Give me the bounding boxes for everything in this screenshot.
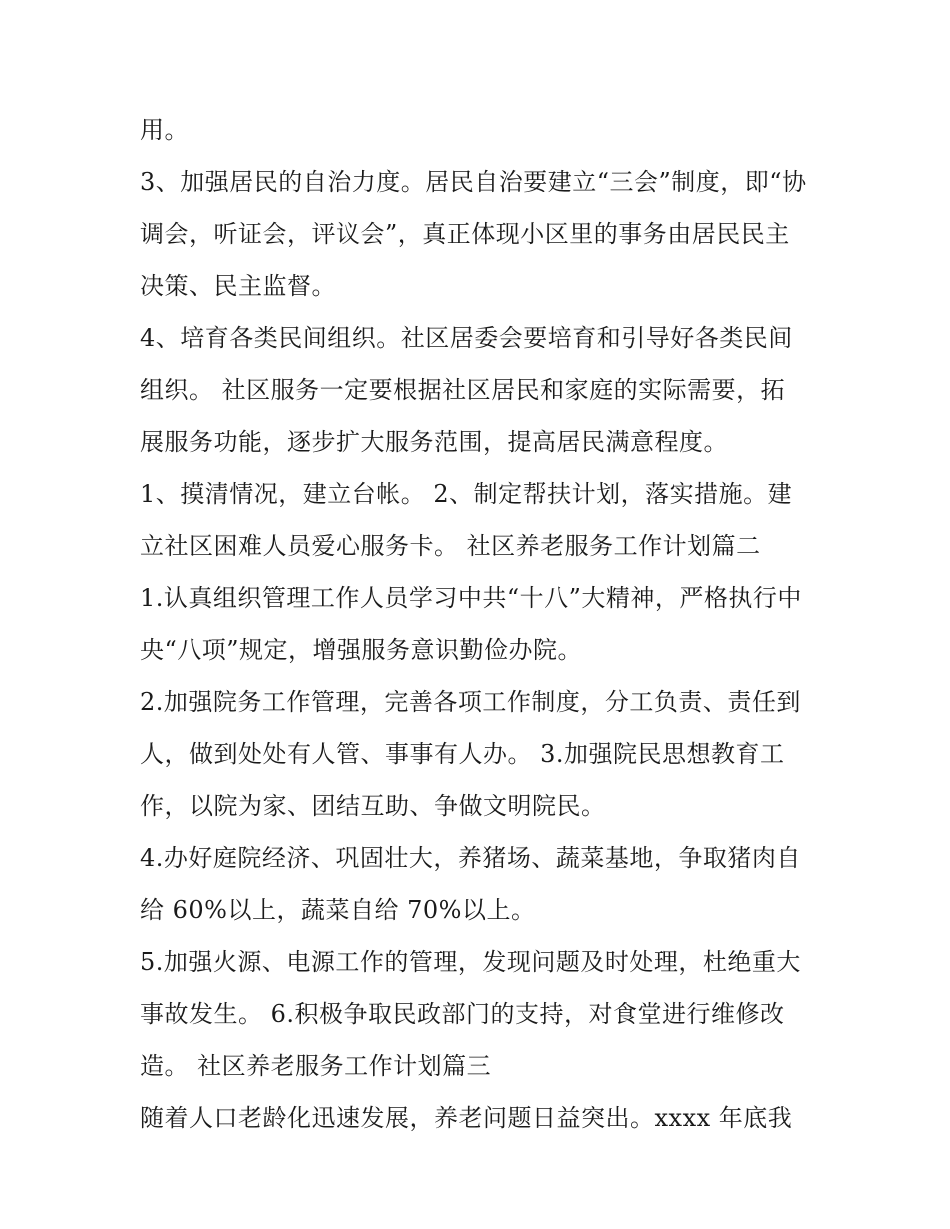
text-line: 4、培育各类民间组织。社区居委会要培育和引导好各类民间 <box>140 324 793 352</box>
text-line: 立社区困难人员爱心服务卡。 社区养老服务工作计划篇二 <box>140 532 761 560</box>
text-line: 给 60%以上，蔬菜自给 70%以上。 <box>140 896 536 924</box>
text-line: 造。 社区养老服务工作计划篇三 <box>140 1052 492 1080</box>
text-line: 央“八项”规定，增强服务意识勤俭办院。 <box>140 636 583 664</box>
text-line: 1、摸清情况，建立台帐。 2、制定帮扶计划，落实措施。建 <box>140 480 793 508</box>
text-line: 事故发生。 6.积极争取民政部门的支持，对食堂进行维修改 <box>140 1000 785 1028</box>
text-line: 随着人口老龄化迅速发展，养老问题日益突出。xxxx 年底我 <box>140 1104 793 1132</box>
text-line: 2.加强院务工作管理，完善各项工作制度，分工负责、责任到 <box>140 688 801 716</box>
text-line: 人，做到处处有人管、事事有人办。 3.加强院民思想教育工 <box>140 740 785 768</box>
text-line: 用。 <box>140 116 189 144</box>
text-line: 展服务功能，逐步扩大服务范围，提高居民满意程度。 <box>140 428 728 456</box>
document-body <box>140 104 820 1144</box>
text-line: 调会，听证会，评议会”，真正体现小区里的事务由居民民主 <box>140 220 790 248</box>
text-line: 组织。 社区服务一定要根据社区居民和家庭的实际需要，拓 <box>140 376 786 404</box>
text-line: 决策、民主监督。 <box>140 272 336 300</box>
text-line: 1.认真组织管理工作人员学习中共“十八”大精神，严格执行中 <box>140 584 802 612</box>
text-line: 4.办好庭院经济、巩固壮大，养猪场、蔬菜基地，争取猪肉自 <box>140 844 801 872</box>
text-line: 5.加强火源、电源工作的管理，发现问题及时处理，杜绝重大 <box>140 948 801 976</box>
text-line: 3、加强居民的自治力度。居民自治要建立“三会”制度，即“协 <box>140 168 807 196</box>
text-line: 作，以院为家、团结互助、争做文明院民。 <box>140 792 606 820</box>
